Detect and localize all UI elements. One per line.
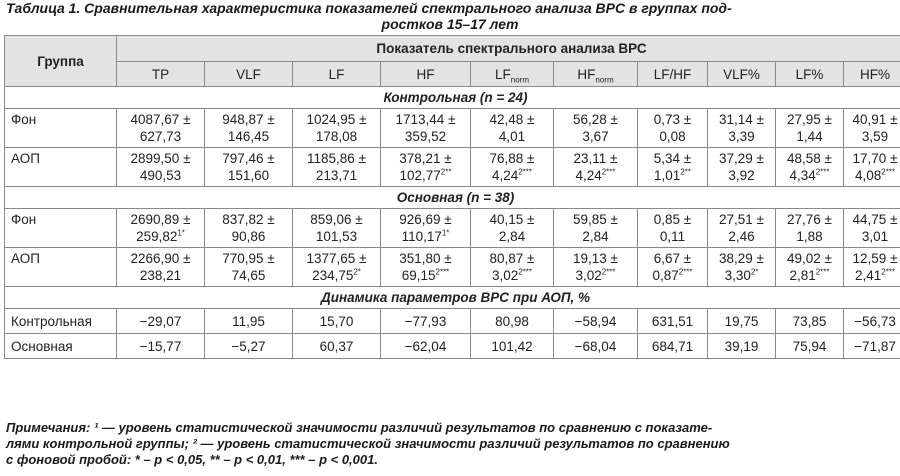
header-row-2 bbox=[5, 62, 900, 87]
section-title-dynamics: Динамика параметров ВРС при АОП, % bbox=[5, 287, 900, 309]
value-cell-lf bbox=[293, 148, 381, 187]
value-sd bbox=[295, 267, 378, 284]
value-cell-vlfp bbox=[708, 109, 776, 148]
value-cell-lfp bbox=[776, 148, 844, 187]
dynamics-cell-lfn: 80,98 bbox=[471, 309, 554, 334]
value-sd-number: 101,53 bbox=[315, 229, 358, 244]
value-sd-number: 3,01 bbox=[861, 229, 889, 244]
dynamics-cell-lfp: 73,85 bbox=[776, 309, 844, 334]
dynamics-cell-lfp: 75,94 bbox=[776, 334, 844, 359]
value-mean: 40,91 ± bbox=[852, 112, 898, 127]
value-sd bbox=[556, 228, 635, 245]
value-sd bbox=[119, 128, 202, 145]
row-label: Фон bbox=[5, 209, 117, 248]
value-sd-number: 110,17 bbox=[401, 229, 442, 244]
significance-mark: 2*** bbox=[815, 267, 830, 277]
col-header-hf-norm bbox=[554, 62, 638, 87]
value-cell-lf bbox=[293, 248, 381, 287]
col-header-lf-pct: LF% bbox=[776, 62, 844, 87]
value-sd-number: 0,87 bbox=[652, 268, 679, 283]
value-sd bbox=[383, 128, 468, 145]
col-header-lf-hf: LF/HF bbox=[638, 62, 708, 87]
value-sd-number: 627,73 bbox=[139, 129, 182, 144]
value-cell-hfp bbox=[844, 148, 900, 187]
dynamics-label: Основная bbox=[5, 334, 117, 359]
hrv-spectral-table bbox=[4, 35, 900, 359]
value-sd bbox=[710, 128, 773, 145]
value-cell-vlf bbox=[205, 109, 293, 148]
value-cell-hfp bbox=[844, 109, 900, 148]
value-cell-lf bbox=[293, 209, 381, 248]
value-mean: 2899,50 ± bbox=[130, 151, 191, 166]
value-cell-lfn bbox=[471, 248, 554, 287]
value-sd-number: 0,08 bbox=[659, 129, 686, 144]
value-cell-hf bbox=[381, 148, 471, 187]
value-sd bbox=[383, 167, 468, 184]
table-row bbox=[5, 248, 900, 287]
significance-mark: 2** bbox=[680, 167, 691, 177]
value-sd-number: 234,75 bbox=[312, 268, 354, 283]
value-sd-number: 3,02 bbox=[575, 268, 602, 283]
value-sd-number: 74,65 bbox=[231, 268, 266, 283]
col-header-hf-pct: HF% bbox=[844, 62, 900, 87]
value-cell-lfn bbox=[471, 209, 554, 248]
value-cell-lfp bbox=[776, 109, 844, 148]
value-sd bbox=[846, 228, 900, 245]
value-cell-vlfp bbox=[708, 209, 776, 248]
value-cell-lfhf bbox=[638, 209, 708, 248]
value-mean: 1713,44 ± bbox=[395, 112, 456, 127]
significance-mark: 1* bbox=[441, 228, 450, 238]
significance-mark: 2*** bbox=[881, 267, 896, 277]
value-cell-hf bbox=[381, 209, 471, 248]
value-sd bbox=[640, 267, 705, 284]
dynamics-cell-tp: −15,77 bbox=[117, 334, 205, 359]
value-sd bbox=[778, 267, 841, 284]
dynamics-row bbox=[5, 309, 900, 334]
value-mean: 1024,95 ± bbox=[306, 112, 367, 127]
value-sd bbox=[207, 167, 290, 184]
value-sd bbox=[295, 167, 378, 184]
significance-mark: 2*** bbox=[678, 267, 693, 277]
significance-mark: 2*** bbox=[815, 167, 830, 177]
value-sd bbox=[383, 267, 468, 284]
value-cell-tp bbox=[117, 209, 205, 248]
dynamics-row bbox=[5, 334, 900, 359]
value-mean: 5,34 ± bbox=[653, 151, 692, 166]
group-header: Группа bbox=[5, 36, 117, 87]
table-title-line1: Таблица 1. Сравнительная характеристика показателей спектрального анализа ВРС в группах под- bbox=[6, 0, 732, 16]
value-mean: 48,58 ± bbox=[787, 151, 832, 166]
value-sd-number: 259,82 bbox=[136, 229, 178, 244]
value-sd-number: 3,02 bbox=[491, 268, 519, 283]
value-mean: 770,95 ± bbox=[222, 251, 275, 266]
dynamics-cell-hf: −77,93 bbox=[381, 309, 471, 334]
section-title-main: Основная (n = 38) bbox=[5, 187, 900, 209]
value-sd-number: 490,53 bbox=[139, 168, 182, 183]
value-cell-hf bbox=[381, 109, 471, 148]
value-sd-number: 0,11 bbox=[659, 229, 686, 244]
table-title bbox=[6, 0, 894, 32]
lf-norm-subscript: norm bbox=[510, 75, 529, 85]
value-sd-number: 3,30 bbox=[724, 268, 751, 283]
value-sd-number: 4,01 bbox=[498, 129, 526, 144]
footnote-line2: лями контрольной группы; ² — уровень статистической значимости различий результатов по сравнению bbox=[6, 436, 730, 451]
value-sd-number: 1,88 bbox=[796, 229, 823, 244]
value-mean: 42,48 ± bbox=[489, 112, 535, 127]
value-sd-number: 90,86 bbox=[231, 229, 266, 244]
value-sd bbox=[295, 128, 378, 145]
col-header-vlf-pct: VLF% bbox=[708, 62, 776, 87]
value-cell-lfp bbox=[776, 248, 844, 287]
dynamics-cell-vlf: −5,27 bbox=[205, 334, 293, 359]
value-sd bbox=[710, 167, 773, 184]
value-mean: 56,28 ± bbox=[573, 112, 618, 127]
value-sd-number: 4,24 bbox=[575, 168, 602, 183]
dynamics-cell-vlfp: 39,19 bbox=[708, 334, 776, 359]
dynamics-cell-vlf: 11,95 bbox=[205, 309, 293, 334]
dynamics-cell-hfn: −58,94 bbox=[554, 309, 638, 334]
col-header-tp: TP bbox=[117, 62, 205, 87]
value-mean: 31,14 ± bbox=[719, 112, 764, 127]
dynamics-cell-tp: −29,07 bbox=[117, 309, 205, 334]
value-mean: 76,88 ± bbox=[489, 151, 535, 166]
dynamics-cell-hf: −62,04 bbox=[381, 334, 471, 359]
value-sd-number: 102,77 bbox=[399, 168, 441, 183]
footnotes bbox=[6, 420, 896, 468]
value-mean: 37,29 ± bbox=[719, 151, 764, 166]
value-mean: 19,13 ± bbox=[573, 251, 618, 266]
section-row-main bbox=[5, 187, 900, 209]
value-sd bbox=[207, 228, 290, 245]
table-row bbox=[5, 209, 900, 248]
value-cell-vlf bbox=[205, 248, 293, 287]
value-mean: 80,87 ± bbox=[489, 251, 535, 266]
footnote-line3: с фоновой пробой: * – p < 0,05, ** – p < 0,01, *** – p < 0,001. bbox=[6, 452, 378, 467]
value-mean: 12,59 ± bbox=[852, 251, 898, 266]
header-row-1 bbox=[5, 36, 900, 62]
value-cell-lfp bbox=[776, 209, 844, 248]
hf-norm-label: HF bbox=[577, 66, 596, 82]
value-mean: 49,02 ± bbox=[787, 251, 832, 266]
significance-mark: 2*** bbox=[601, 267, 616, 277]
value-mean: 17,70 ± bbox=[852, 151, 898, 166]
value-cell-lfhf bbox=[638, 148, 708, 187]
value-sd bbox=[473, 228, 551, 245]
value-sd bbox=[473, 128, 551, 145]
value-mean: 378,21 ± bbox=[399, 151, 452, 166]
value-mean: 23,11 ± bbox=[573, 151, 618, 166]
value-cell-tp bbox=[117, 248, 205, 287]
value-cell-hfp bbox=[844, 209, 900, 248]
value-sd bbox=[846, 267, 900, 284]
lf-norm-label: LF bbox=[495, 66, 511, 82]
value-cell-lfn bbox=[471, 109, 554, 148]
value-mean: 351,80 ± bbox=[399, 251, 452, 266]
value-sd-number: 151,60 bbox=[227, 168, 270, 183]
section-title-control: Контрольная (n = 24) bbox=[5, 87, 900, 109]
value-sd bbox=[778, 167, 841, 184]
col-header-lf: LF bbox=[293, 62, 381, 87]
section-row-control bbox=[5, 87, 900, 109]
value-cell-tp bbox=[117, 109, 205, 148]
value-sd bbox=[207, 128, 290, 145]
value-sd bbox=[640, 228, 705, 245]
value-sd-number: 3,39 bbox=[728, 129, 755, 144]
value-sd-number: 4,24 bbox=[491, 168, 519, 183]
value-sd-number: 3,59 bbox=[861, 129, 889, 144]
row-label: АОП bbox=[5, 248, 117, 287]
dynamics-label: Контрольная bbox=[5, 309, 117, 334]
value-cell-hfn bbox=[554, 248, 638, 287]
value-mean: 4087,67 ± bbox=[130, 112, 191, 127]
value-sd-number: 4,34 bbox=[789, 168, 816, 183]
value-cell-vlf bbox=[205, 209, 293, 248]
table-title-line2: ростков 15–17 лет bbox=[381, 16, 519, 32]
value-sd-number: 2,84 bbox=[582, 229, 609, 244]
significance-mark: 2*** bbox=[518, 167, 533, 177]
value-cell-vlfp bbox=[708, 148, 776, 187]
value-mean: 2266,90 ± bbox=[130, 251, 191, 266]
value-mean: 0,73 ± bbox=[653, 112, 692, 127]
dynamics-cell-lfhf: 631,51 bbox=[638, 309, 708, 334]
dynamics-cell-hfp: −56,73 bbox=[844, 309, 900, 334]
value-mean: 1185,86 ± bbox=[307, 151, 366, 166]
value-sd bbox=[710, 228, 773, 245]
dynamics-cell-hfp: −71,87 bbox=[844, 334, 900, 359]
value-cell-hfn bbox=[554, 209, 638, 248]
value-mean: 59,85 ± bbox=[573, 212, 618, 227]
value-mean: 837,82 ± bbox=[222, 212, 275, 227]
col-header-vlf: VLF bbox=[205, 62, 293, 87]
value-sd bbox=[119, 267, 202, 284]
value-sd-number: 238,21 bbox=[139, 268, 182, 283]
value-sd bbox=[207, 267, 290, 284]
value-mean: 948,87 ± bbox=[222, 112, 275, 127]
value-mean: 27,76 ± bbox=[787, 212, 832, 227]
dynamics-cell-vlfp: 19,75 bbox=[708, 309, 776, 334]
value-sd-number: 146,45 bbox=[227, 129, 270, 144]
value-mean: 2690,89 ± bbox=[130, 212, 191, 227]
value-sd bbox=[473, 167, 551, 184]
value-sd-number: 213,71 bbox=[315, 168, 358, 183]
value-mean: 40,15 ± bbox=[489, 212, 535, 227]
value-sd bbox=[778, 128, 841, 145]
value-mean: 27,51 ± bbox=[719, 212, 764, 227]
value-mean: 44,75 ± bbox=[852, 212, 898, 227]
value-sd bbox=[710, 267, 773, 284]
value-cell-hf bbox=[381, 248, 471, 287]
dynamics-cell-hfn: −68,04 bbox=[554, 334, 638, 359]
value-sd bbox=[383, 228, 468, 245]
value-sd-number: 2,41 bbox=[854, 268, 882, 283]
value-cell-lf bbox=[293, 109, 381, 148]
value-sd bbox=[295, 228, 378, 245]
value-sd bbox=[778, 228, 841, 245]
row-label: АОП bbox=[5, 148, 117, 187]
hf-norm-subscript: norm bbox=[595, 75, 614, 85]
significance-mark: 2** bbox=[440, 167, 452, 177]
value-sd bbox=[119, 228, 202, 245]
value-sd-number: 178,08 bbox=[315, 129, 358, 144]
value-sd-number: 1,01 bbox=[654, 168, 681, 183]
significance-mark: 2* bbox=[353, 267, 361, 277]
value-cell-tp bbox=[117, 148, 205, 187]
value-sd bbox=[846, 128, 900, 145]
significance-mark: 2*** bbox=[435, 267, 450, 277]
col-header-hf: HF bbox=[381, 62, 471, 87]
value-sd bbox=[556, 267, 635, 284]
value-sd-number: 359,52 bbox=[404, 129, 447, 144]
significance-mark: 1* bbox=[177, 228, 185, 238]
value-mean: 0,85 ± bbox=[653, 212, 692, 227]
value-cell-lfhf bbox=[638, 109, 708, 148]
value-mean: 1377,65 ± bbox=[306, 251, 367, 266]
value-mean: 797,46 ± bbox=[222, 151, 275, 166]
value-mean: 926,69 ± bbox=[399, 212, 452, 227]
value-mean: 38,29 ± bbox=[719, 251, 764, 266]
value-cell-hfp bbox=[844, 248, 900, 287]
value-sd-number: 2,46 bbox=[728, 229, 755, 244]
table-row bbox=[5, 109, 900, 148]
value-sd bbox=[556, 167, 635, 184]
value-cell-vlf bbox=[205, 148, 293, 187]
row-label: Фон bbox=[5, 109, 117, 148]
value-sd-number: 4,08 bbox=[854, 168, 882, 183]
section-row-dynamics bbox=[5, 287, 900, 309]
significance-mark: 2*** bbox=[518, 267, 533, 277]
significance-mark: 2* bbox=[750, 267, 759, 277]
indicator-header: Показатель спектрального анализа ВРС bbox=[117, 36, 900, 62]
footnote-line1: Примечания: ¹ — уровень статистической значимости различий результатов по сравнению с показате- bbox=[6, 420, 713, 435]
value-cell-vlfp bbox=[708, 248, 776, 287]
value-cell-lfhf bbox=[638, 248, 708, 287]
value-cell-hfn bbox=[554, 109, 638, 148]
dynamics-cell-lf: 15,70 bbox=[293, 309, 381, 334]
dynamics-cell-lfn: 101,42 bbox=[471, 334, 554, 359]
value-mean: 859,06 ± bbox=[310, 212, 363, 227]
col-header-lf-norm bbox=[471, 62, 554, 87]
value-sd bbox=[640, 128, 705, 145]
value-mean: 27,95 ± bbox=[787, 112, 832, 127]
value-sd-number: 69,15 bbox=[401, 268, 436, 283]
value-sd-number: 1,44 bbox=[796, 129, 823, 144]
value-sd-number: 3,67 bbox=[582, 129, 609, 144]
dynamics-cell-lfhf: 684,71 bbox=[638, 334, 708, 359]
value-sd bbox=[640, 167, 705, 184]
value-sd bbox=[119, 167, 202, 184]
significance-mark: 2*** bbox=[881, 167, 896, 177]
significance-mark: 2*** bbox=[601, 167, 616, 177]
value-sd-number: 2,84 bbox=[498, 229, 526, 244]
value-sd-number: 2,81 bbox=[789, 268, 816, 283]
value-sd bbox=[473, 267, 551, 284]
value-sd-number: 3,92 bbox=[728, 168, 755, 183]
dynamics-cell-lf: 60,37 bbox=[293, 334, 381, 359]
value-mean: 6,67 ± bbox=[653, 251, 692, 266]
value-cell-lfn bbox=[471, 148, 554, 187]
value-sd bbox=[556, 128, 635, 145]
value-cell-hfn bbox=[554, 148, 638, 187]
table-row bbox=[5, 148, 900, 187]
value-sd bbox=[846, 167, 900, 184]
